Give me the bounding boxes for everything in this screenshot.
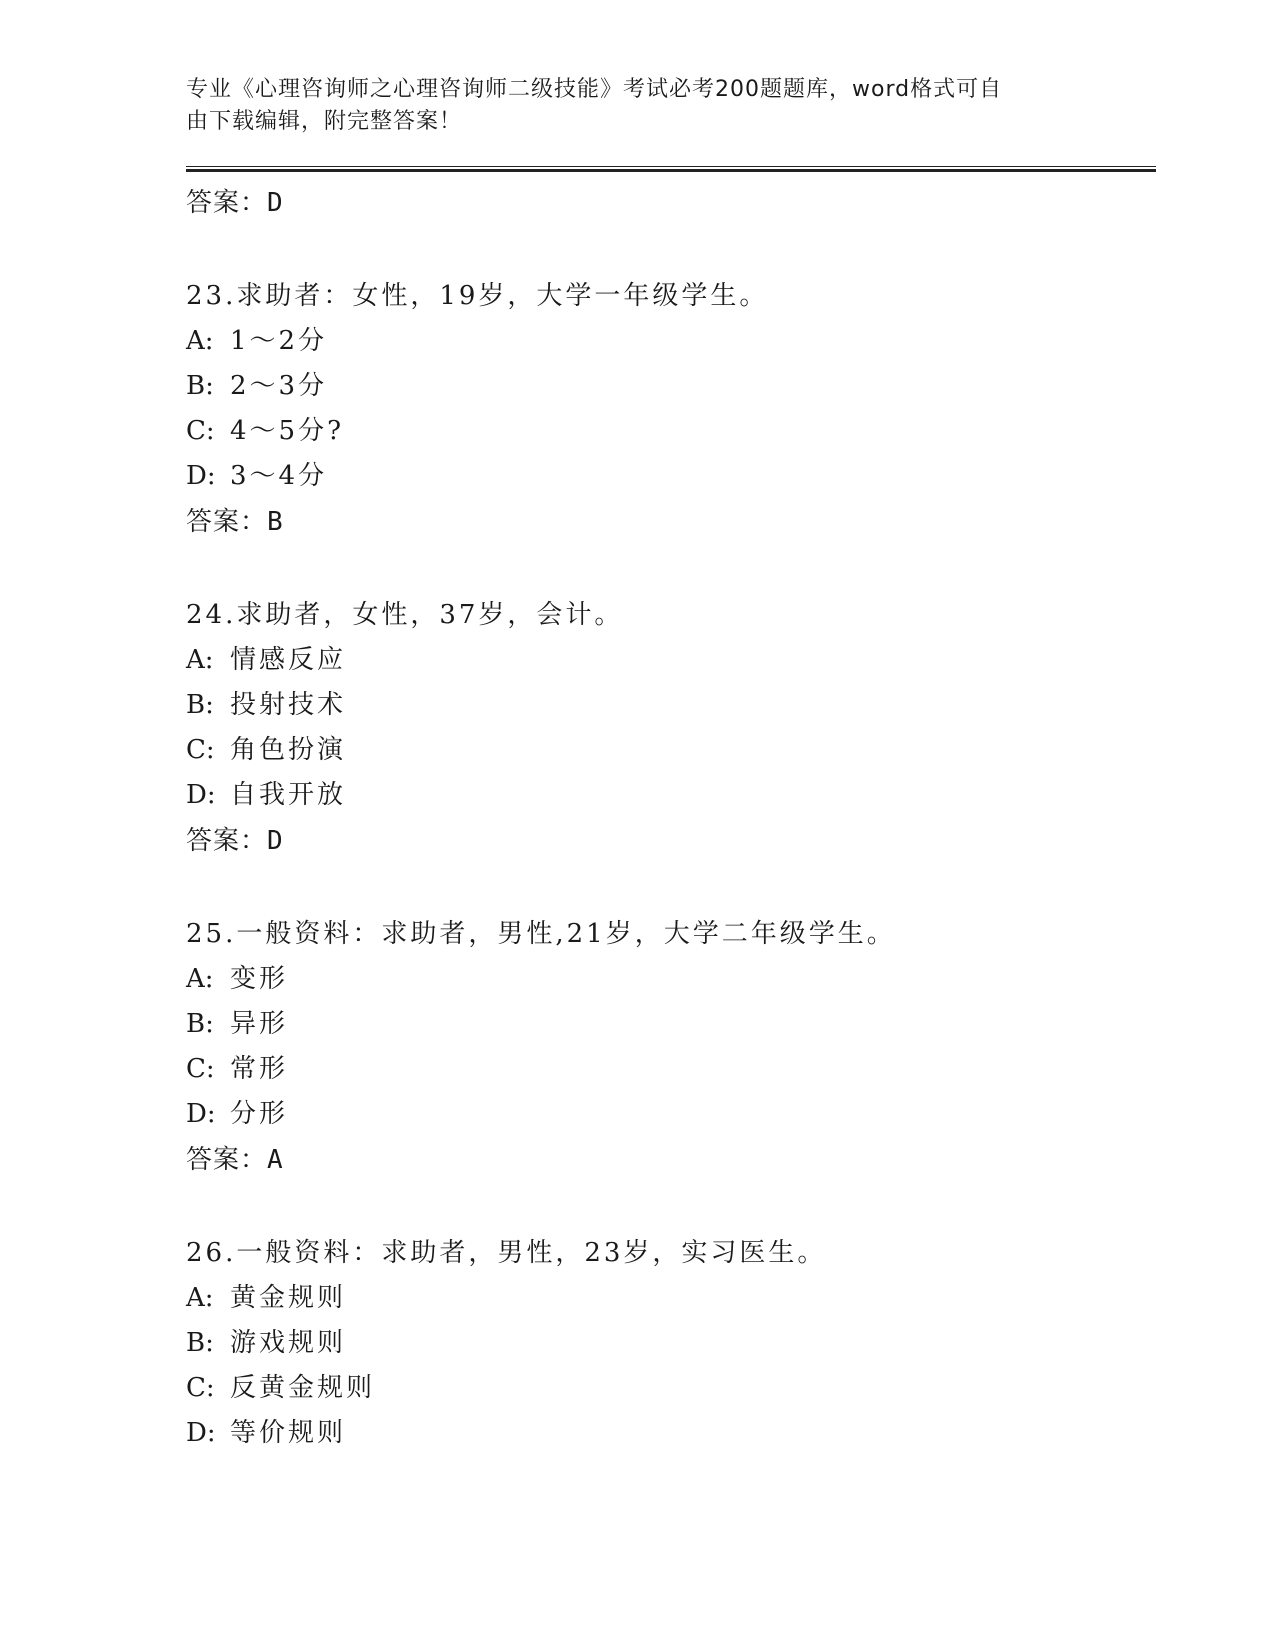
answer-prefix: 答案：: [186, 826, 268, 856]
answer-option: [186, 773, 1166, 818]
option-label: B:: [186, 1009, 214, 1039]
question-title: 23.求助者：女性，19岁，大学一年级学生。: [186, 281, 769, 311]
option-text: 反黄金规则: [230, 1373, 376, 1403]
answer-prefix: 答案：: [186, 507, 268, 537]
answer-letter: A: [267, 1145, 284, 1175]
option-text: 等价规则: [230, 1418, 347, 1448]
answer-option: [186, 319, 1166, 364]
question-title: 24.求助者，女性，37岁，会计。: [186, 600, 624, 630]
answer-option: [186, 638, 1166, 683]
document-header: [186, 74, 1066, 138]
option-text: 情感反应: [230, 645, 347, 675]
option-label: A:: [186, 645, 214, 675]
answer-option: [186, 1411, 1166, 1456]
answer-option: [186, 683, 1166, 728]
answer-line: [186, 1137, 1166, 1183]
option-label: B:: [186, 371, 214, 401]
answer-option: [186, 409, 1166, 454]
option-text: 黄金规则: [230, 1283, 347, 1313]
answer-line: [186, 818, 1166, 864]
option-label: D:: [186, 1099, 216, 1129]
option-label: D:: [186, 780, 216, 810]
answer-letter: D: [267, 826, 284, 856]
header-line-2: 由下载编辑，附完整答案！: [186, 109, 463, 134]
question-block: [186, 274, 1166, 545]
option-label: C:: [186, 1373, 215, 1403]
answer-option: [186, 1002, 1166, 1047]
option-label: B:: [186, 1328, 214, 1358]
answer-option: [186, 957, 1166, 1002]
option-label: C:: [186, 416, 215, 446]
answer-option: [186, 1092, 1166, 1137]
answer-option: [186, 1047, 1166, 1092]
option-text: 3～4分: [230, 461, 328, 491]
option-text: 1～2分: [230, 326, 328, 356]
option-text: 4～5分?: [230, 416, 345, 446]
answer-line: [186, 499, 1166, 545]
option-text: 投射技术: [230, 690, 347, 720]
answer-line: [186, 180, 1166, 226]
option-label: C:: [186, 735, 215, 765]
document-page: [186, 70, 1166, 1456]
option-label: D:: [186, 461, 216, 491]
option-label: A:: [186, 964, 214, 994]
option-label: D:: [186, 1418, 216, 1448]
option-label: A:: [186, 326, 214, 356]
option-text: 常形: [230, 1054, 289, 1084]
answer-letter: B: [267, 507, 284, 537]
option-text: 游戏规则: [230, 1328, 347, 1358]
option-label: A:: [186, 1283, 214, 1313]
option-text: 2～3分: [230, 371, 328, 401]
answer-letter: D: [267, 188, 284, 218]
option-text: 变形: [230, 964, 289, 994]
option-text: 角色扮演: [230, 735, 347, 765]
answer-option: [186, 1321, 1166, 1366]
answer-option: [186, 1366, 1166, 1411]
option-label: B:: [186, 690, 214, 720]
answer-option: [186, 364, 1166, 409]
answer-option: [186, 728, 1166, 773]
question-block: [186, 912, 1166, 1183]
option-text: 自我开放: [230, 780, 347, 810]
question-block: [186, 1231, 1166, 1456]
answer-prefix: 答案：: [186, 188, 268, 218]
header-divider: [186, 166, 1156, 172]
answer-option: [186, 454, 1166, 499]
option-text: 分形: [230, 1099, 289, 1129]
option-label: C:: [186, 1054, 215, 1084]
question-list: [186, 274, 1166, 1456]
question-block: [186, 593, 1166, 864]
question-title: 26.一般资料：求助者，男性，23岁，实习医生。: [186, 1238, 827, 1268]
answer-option: [186, 1276, 1166, 1321]
option-text: 异形: [230, 1009, 289, 1039]
question-title: 25.一般资料：求助者，男性,21岁，大学二年级学生。: [186, 919, 896, 949]
answer-prefix: 答案：: [186, 1145, 268, 1175]
header-line-1: 专业《心理咨询师之心理咨询师二级技能》考试必考200题题库，word格式可自: [186, 77, 1003, 102]
